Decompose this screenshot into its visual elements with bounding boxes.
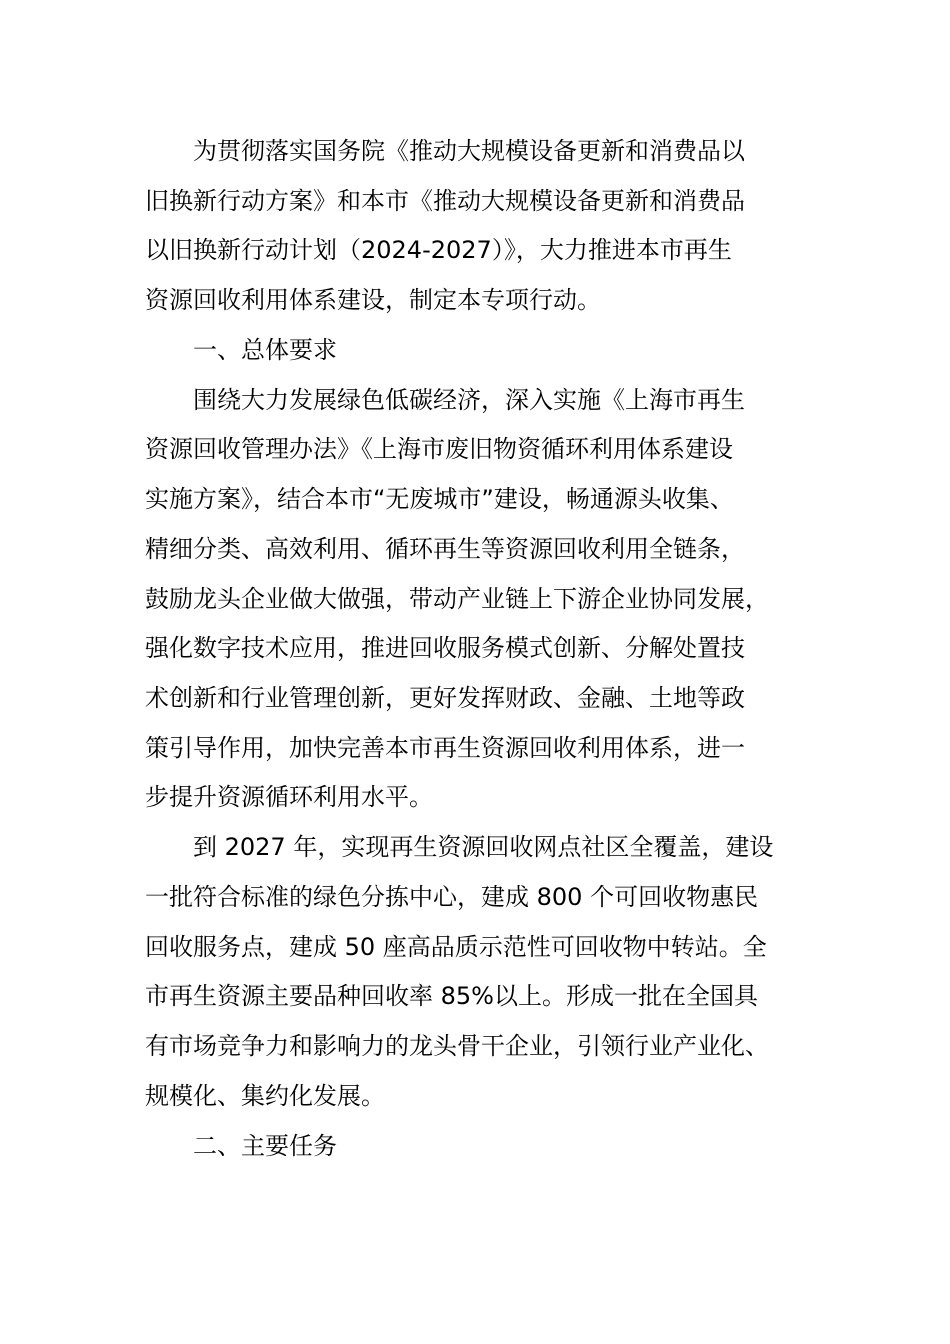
intro-line-1: 为贯彻落实国务院《推动大规模设备更新和消费品以 <box>193 137 745 165</box>
overall-line-5: 鼓励龙头企业做大做强，带动产业链上下游企业协同发展， <box>145 585 769 613</box>
overall-line-7: 术创新和行业管理创新，更好发挥财政、金融、土地等政 <box>145 684 745 712</box>
overall-line-6: 强化数字技术应用，推进回收服务模式创新、分解处置技 <box>145 634 745 662</box>
targets-line-3: 回收服务点，建成 50 座高品质示范性可回收物中转站。全 <box>145 933 767 961</box>
overall-line-9: 步提升资源循环利用水平。 <box>145 783 433 811</box>
intro-line-2: 旧换新行动方案》和本市《推动大规模设备更新和消费品 <box>145 187 745 215</box>
overall-line-2: 资源回收管理办法》《上海市废旧物资循环利用体系建设 <box>145 435 733 463</box>
targets-line-6: 规模化、集约化发展。 <box>145 1082 385 1110</box>
section-heading-tasks: 二、主要任务 <box>193 1132 337 1160</box>
overall-line-3: 实施方案》，结合本市“无废城市”建设，畅通源头收集、 <box>145 485 734 513</box>
overall-line-4: 精细分类、高效利用、循环再生等资源回收利用全链条， <box>145 535 745 563</box>
targets-line-5: 有市场竞争力和影响力的龙头骨干企业，引领行业产业化、 <box>145 1032 769 1060</box>
targets-line-2: 一批符合标准的绿色分拣中心，建成 800 个可回收物惠民 <box>145 883 759 911</box>
targets-line-1: 到 2027 年，实现再生资源回收网点社区全覆盖，建设 <box>193 833 774 861</box>
section-heading-overall: 一、总体要求 <box>193 336 337 364</box>
overall-line-8: 策引导作用，加快完善本市再生资源回收利用体系，进一 <box>145 734 745 762</box>
intro-line-4: 资源回收利用体系建设，制定本专项行动。 <box>145 286 601 314</box>
targets-line-4: 市再生资源主要品种回收率 85%以上。形成一批在全国具 <box>145 982 758 1010</box>
intro-line-3: 以旧换新行动计划（2024-2027）》，大力推进本市再生 <box>145 236 732 264</box>
overall-line-1: 围绕大力发展绿色低碳经济，深入实施《上海市再生 <box>193 386 745 414</box>
